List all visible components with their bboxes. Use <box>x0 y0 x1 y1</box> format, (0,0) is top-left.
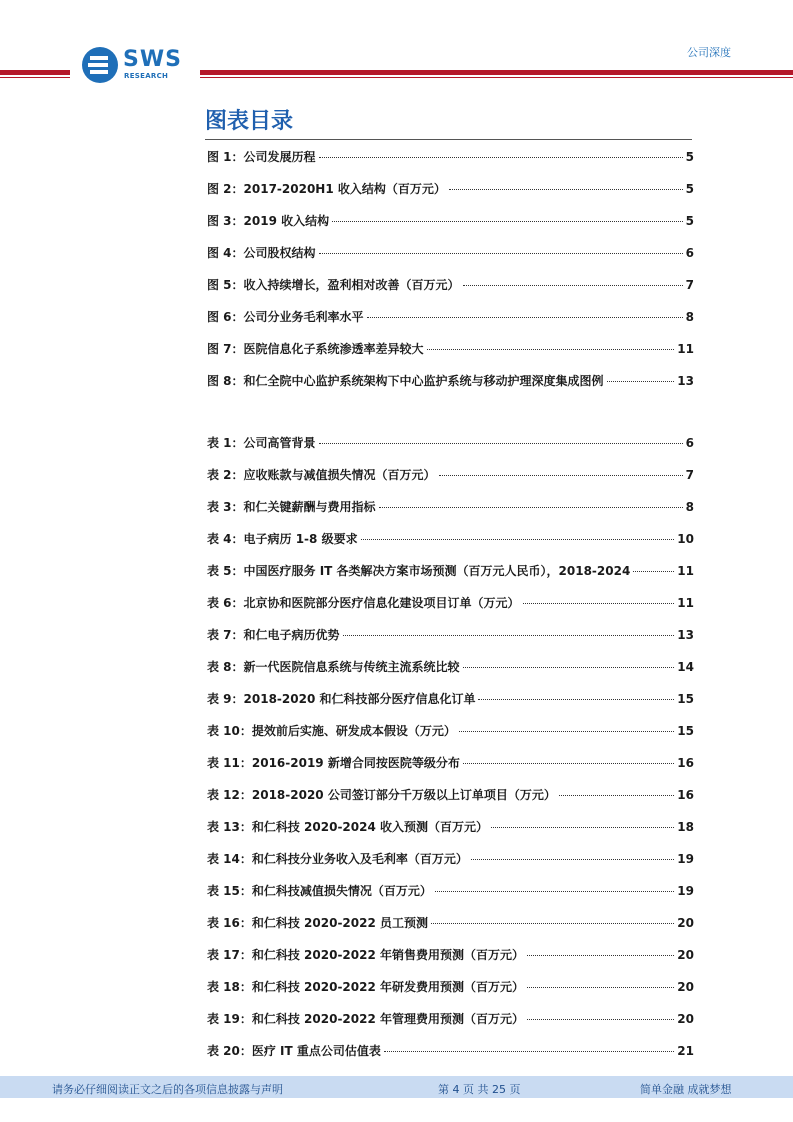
toc-entry-page: 11 <box>677 596 694 610</box>
toc-entry-label: 表 16：和仁科技 2020-2022 员工预测 <box>207 916 429 930</box>
toc-leader-dots <box>491 826 674 828</box>
table-toc-entry[interactable] <box>207 658 694 690</box>
figure-toc-entry[interactable] <box>207 340 694 372</box>
footer-page-info: 第 4 页 共 25 页 <box>438 1083 521 1096</box>
toc-entry-page: 7 <box>685 278 694 292</box>
toc-leader-dots <box>319 252 683 254</box>
table-toc-entry[interactable] <box>207 434 694 466</box>
table-toc-entry[interactable] <box>207 466 694 498</box>
toc-entry-page: 11 <box>677 564 694 578</box>
figure-toc-entry[interactable] <box>207 148 694 180</box>
table-toc-entry[interactable] <box>207 978 694 1010</box>
toc-entry-page: 5 <box>685 150 694 164</box>
table-toc-entry[interactable] <box>207 914 694 946</box>
toc-entry-label: 表 12：2018-2020 公司签订部分千万级以上订单项目（万元） <box>207 788 556 802</box>
figure-toc-entry[interactable] <box>207 276 694 308</box>
toc-entry-label: 表 3：和仁关键薪酬与费用指标 <box>207 500 376 514</box>
toc-entry-page: 10 <box>677 532 694 546</box>
toc-leader-dots <box>463 284 683 286</box>
toc-leader-dots <box>384 1050 674 1052</box>
table-toc-entry[interactable] <box>207 498 694 530</box>
toc-leader-dots <box>319 442 683 444</box>
toc-leader-dots <box>439 474 683 476</box>
toc-leader-dots <box>435 890 674 892</box>
header-rule-right <box>200 70 793 75</box>
table-toc-entry[interactable] <box>207 594 694 626</box>
toc-entry-label: 表 2：应收账款与减值损失情况（百万元） <box>207 468 436 482</box>
table-toc-entry[interactable] <box>207 1042 694 1074</box>
figures-list <box>207 148 694 404</box>
toc-leader-dots <box>559 794 674 796</box>
toc-entry-label: 图 5：收入持续增长，盈利相对改善（百万元） <box>207 278 460 292</box>
toc-leader-dots <box>523 602 675 604</box>
toc-entry-label: 表 11：2016-2019 新增合同按医院等级分布 <box>207 756 460 770</box>
logo-subtext: RESEARCH <box>124 72 169 80</box>
toc-entry-label: 表 1：公司高管背景 <box>207 436 316 450</box>
table-toc-entry[interactable] <box>207 786 694 818</box>
toc-entry-page: 14 <box>677 660 694 674</box>
table-toc-entry[interactable] <box>207 690 694 722</box>
toc-leader-dots <box>478 698 674 700</box>
toc-entry-label: 表 4：电子病历 1-8 级要求 <box>207 532 358 546</box>
figure-toc-entry[interactable] <box>207 372 694 404</box>
table-toc-entry[interactable] <box>207 1010 694 1042</box>
toc-entry-label: 表 18：和仁科技 2020-2022 年研发费用预测（百万元） <box>207 980 525 994</box>
toc-leader-dots <box>463 762 674 764</box>
toc-entry-page: 5 <box>685 214 694 228</box>
toc-entry-label: 表 5：中国医疗服务 IT 各类解决方案市场预测（百万元人民币），2018-2024 <box>207 564 631 578</box>
toc-entry-label: 图 3：2019 收入结构 <box>207 214 330 228</box>
toc-leader-dots <box>361 538 675 540</box>
header-rule-right-thin <box>200 77 793 78</box>
page-title: 图表目录 <box>205 109 294 134</box>
table-toc-entry[interactable] <box>207 754 694 786</box>
table-toc-entry[interactable] <box>207 882 694 914</box>
toc-leader-dots <box>379 506 683 508</box>
toc-entry-label: 表 19：和仁科技 2020-2022 年管理费用预测（百万元） <box>207 1012 525 1026</box>
toc-entry-page: 16 <box>677 788 694 802</box>
toc-entry-page: 18 <box>677 820 694 834</box>
toc-entry-page: 6 <box>685 436 694 450</box>
toc-entry-label: 图 8：和仁全院中心监护系统架构下中心监护系统与移动护理深度集成图例 <box>207 374 604 388</box>
toc-entry-page: 16 <box>677 756 694 770</box>
toc-entry-label: 表 17：和仁科技 2020-2022 年销售费用预测（百万元） <box>207 948 525 962</box>
table-toc-entry[interactable] <box>207 626 694 658</box>
toc-entry-page: 15 <box>677 724 694 738</box>
toc-entry-page: 7 <box>685 468 694 482</box>
toc-entry-label: 表 20：医疗 IT 重点公司估值表 <box>207 1044 381 1058</box>
logo-text: SWS <box>123 47 182 72</box>
toc-entry-page: 20 <box>677 980 694 994</box>
toc-entry-label: 表 10：提效前后实施、研发成本假设（万元） <box>207 724 456 738</box>
toc-entry-page: 11 <box>677 342 694 356</box>
toc-entry-label: 表 9：2018-2020 和仁科技部分医疗信息化订单 <box>207 692 476 706</box>
toc-entry-page: 21 <box>677 1044 694 1058</box>
toc-entry-page: 19 <box>677 852 694 866</box>
toc-entry-label: 图 7：医院信息化子系统渗透率差异较大 <box>207 342 424 356</box>
figure-toc-entry[interactable] <box>207 180 694 212</box>
report-type-label: 公司深度 <box>687 46 731 59</box>
figure-toc-entry[interactable] <box>207 212 694 244</box>
table-toc-entry[interactable] <box>207 946 694 978</box>
toc-entry-page: 8 <box>685 310 694 324</box>
header-rule-left <box>0 70 70 75</box>
table-toc-entry[interactable] <box>207 530 694 562</box>
toc-entry-label: 表 13：和仁科技 2020-2024 收入预测（百万元） <box>207 820 489 834</box>
toc-leader-dots <box>427 348 675 350</box>
toc-entry-page: 20 <box>677 1012 694 1026</box>
tables-list <box>207 434 694 1074</box>
footer-slogan: 简单金融 成就梦想 <box>640 1083 732 1096</box>
toc-leader-dots <box>471 858 674 860</box>
toc-entry-label: 图 2：2017-2020H1 收入结构（百万元） <box>207 182 446 196</box>
table-toc-entry[interactable] <box>207 562 694 594</box>
toc-leader-dots <box>527 986 674 988</box>
toc-leader-dots <box>607 380 675 382</box>
toc-entry-page: 15 <box>677 692 694 706</box>
toc-entry-page: 13 <box>677 374 694 388</box>
toc-entry-page: 6 <box>685 246 694 260</box>
table-toc-entry[interactable] <box>207 722 694 754</box>
toc-entry-label: 表 6：北京协和医院部分医疗信息化建设项目订单（万元） <box>207 596 520 610</box>
toc-entry-page: 8 <box>685 500 694 514</box>
toc-leader-dots <box>527 954 674 956</box>
toc-entry-label: 图 6：公司分业务毛利率水平 <box>207 310 364 324</box>
header-rule-left-thin <box>0 77 70 78</box>
toc-entry-label: 表 8：新一代医院信息系统与传统主流系统比较 <box>207 660 460 674</box>
toc-leader-dots <box>527 1018 674 1020</box>
toc-entry-label: 图 4：公司股权结构 <box>207 246 316 260</box>
toc-leader-dots <box>449 188 683 190</box>
toc-leader-dots <box>459 730 674 732</box>
toc-entry-page: 5 <box>685 182 694 196</box>
footer-disclaimer: 请务必仔细阅读正文之后的各项信息披露与声明 <box>52 1083 283 1096</box>
toc-leader-dots <box>319 156 683 158</box>
toc-entry-label: 表 15：和仁科技减值损失情况（百万元） <box>207 884 432 898</box>
toc-leader-dots <box>367 316 683 318</box>
toc-entry-page: 20 <box>677 948 694 962</box>
title-rule <box>205 139 692 140</box>
toc-leader-dots <box>431 922 674 924</box>
toc-entry-label: 表 14：和仁科技分业务收入及毛利率（百万元） <box>207 852 468 866</box>
toc-leader-dots <box>463 666 675 668</box>
figure-toc-entry[interactable] <box>207 308 694 340</box>
toc-entry-page: 13 <box>677 628 694 642</box>
figure-toc-entry[interactable] <box>207 244 694 276</box>
toc-entry-page: 19 <box>677 884 694 898</box>
toc-entry-page: 20 <box>677 916 694 930</box>
toc-leader-dots <box>332 220 683 222</box>
toc-entry-label: 图 1：公司发展历程 <box>207 150 316 164</box>
table-toc-entry[interactable] <box>207 850 694 882</box>
toc-entry-label: 表 7：和仁电子病历优势 <box>207 628 340 642</box>
toc-leader-dots <box>633 570 674 572</box>
toc-leader-dots <box>343 634 675 636</box>
table-toc-entry[interactable] <box>207 818 694 850</box>
